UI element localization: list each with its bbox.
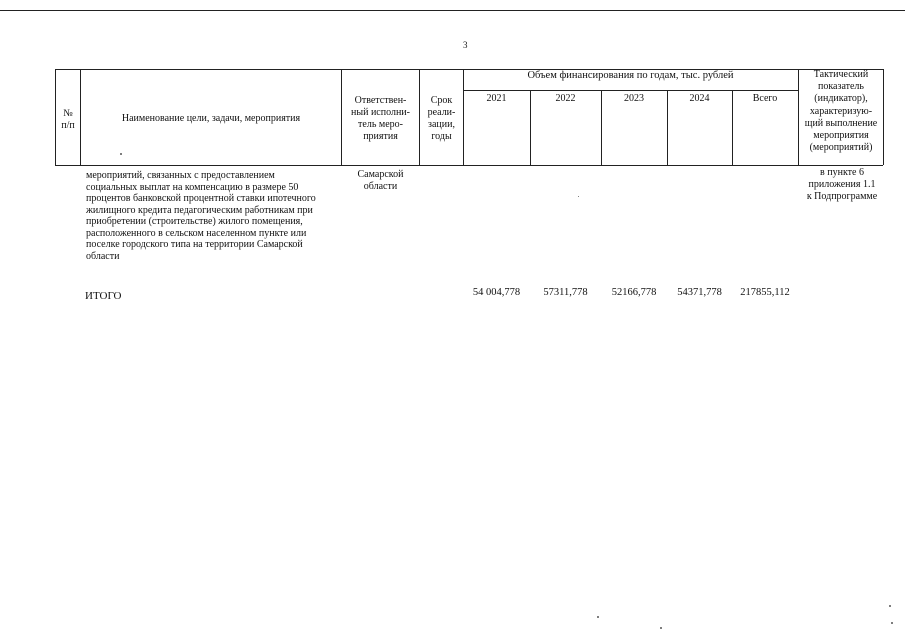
page-top-border: [0, 10, 905, 11]
header-col-term: Срок реали- зации, годы: [427, 95, 456, 142]
total-2024: 54371,778: [677, 287, 722, 298]
total-2023: 52166,778: [611, 287, 657, 298]
table-header-bottom-border: [55, 165, 883, 166]
scan-speck: [578, 196, 579, 197]
header-col-number: № п/п: [61, 108, 75, 131]
row-indicator: в пункте 6 приложения 1.1 к Подпрограмме: [806, 167, 878, 202]
header-year-2024: 2024: [689, 93, 710, 104]
grid-line: [883, 69, 884, 165]
total-sum: 217855,112: [740, 287, 790, 298]
header-col-responsible: Ответствен- ный исполни- тель меро- приятия: [351, 95, 410, 142]
total-2021: 54 004,778: [472, 287, 521, 298]
scan-speck: [120, 153, 122, 155]
total-2022: 57311,778: [543, 287, 588, 298]
funding-subheader-border: [463, 90, 798, 91]
scan-speck: [891, 622, 893, 624]
row-responsible: Самарской области: [357, 169, 404, 192]
page-number: 3: [463, 40, 468, 50]
scan-speck: [889, 605, 891, 607]
header-col-indicator: Тактический показатель (индикатор), характеризую- щий выполнение мероприятия (мероприятий): [804, 69, 878, 154]
scan-speck: [660, 627, 662, 629]
scan-speck: [597, 616, 599, 618]
header-year-2022: 2022: [555, 93, 576, 104]
header-col-funding: Объем финансирования по годам, тыс. рублей: [527, 70, 734, 81]
total-label: ИТОГО: [85, 290, 122, 302]
header-year-2023: 2023: [624, 93, 644, 104]
header-year-2021: 2021: [486, 93, 507, 104]
header-total: Всего: [752, 93, 778, 104]
grid-line: [463, 69, 464, 165]
row-measure-name: мероприятий, связанных с предоставлением социальных выплат на компенсацию в размере 50 процентов банковской процентной ставки ипотечного жилищного кредита педагогическим работникам при приобретении (строительстве) жилого помещения, расположенного в сельском населенном пункте или поселке городского типа на территории Самарской области: [86, 170, 316, 262]
header-col-name: Наименование цели, задачи, мероприятия: [121, 113, 301, 124]
